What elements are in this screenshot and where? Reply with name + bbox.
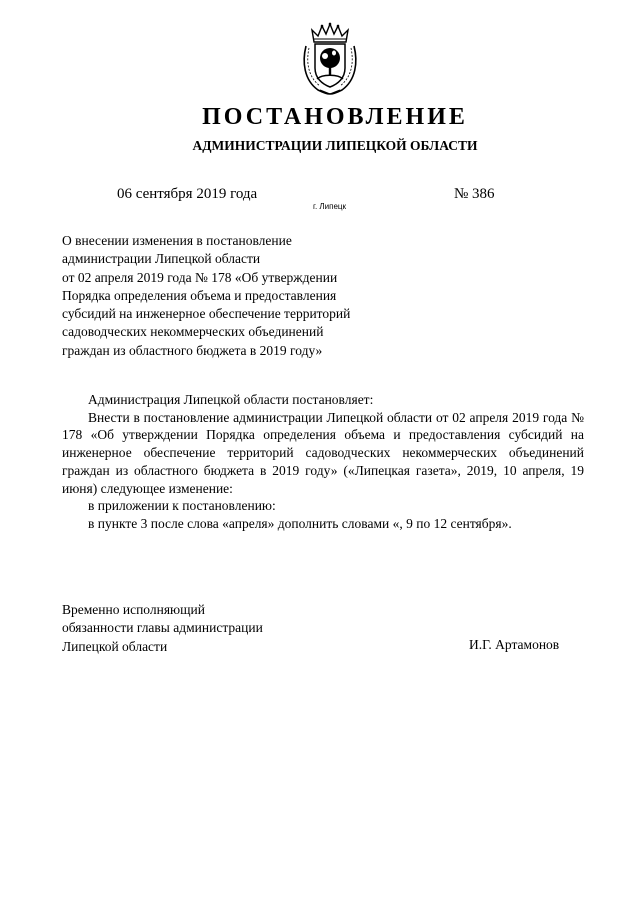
document-city: г. Липецк xyxy=(313,202,346,211)
subject-line: садоводческих некоммерческих объединений xyxy=(62,324,324,340)
subject-line: О внесении изменения в постановление xyxy=(62,233,292,248)
subject-line: субсидий на инженерное обеспечение территорий xyxy=(62,306,351,322)
document-body xyxy=(62,391,584,533)
subject-line: от 02 апреля 2019 года № 178 «Об утверждении xyxy=(62,269,338,285)
signature-line: Временно исполняющий xyxy=(62,602,205,617)
body-paragraph: в пункте 3 после слова «апреля» дополнить словами «, 9 по 12 сентября». xyxy=(88,515,512,531)
document-subtitle: АДМИНИСТРАЦИИ ЛИПЕЦКОЙ ОБЛАСТИ xyxy=(192,138,478,153)
document-subject xyxy=(62,232,462,360)
body-paragraph: в приложении к постановлению: xyxy=(88,498,276,514)
document-date: 06 сентября 2019 года xyxy=(117,186,258,202)
document-number: № 386 xyxy=(454,186,495,202)
document-title: ПОСТАНОВЛЕНИЕ xyxy=(202,104,468,130)
subject-line: Порядка определения объема и предоставления xyxy=(62,287,337,303)
signature-line: обязанности главы администрации xyxy=(62,620,263,636)
coat-of-arms-icon xyxy=(298,22,362,96)
subject-line: граждан из областного бюджета в 2019 году» xyxy=(62,342,323,358)
subject-line: администрации Липецкой области xyxy=(62,251,261,267)
signature-line: Липецкой области xyxy=(62,638,168,654)
body-paragraph: Внести в постановление администрации Липецкой области от 02 апреля 2019 года № 178 «Об утверждении Порядка определения объема и предоставления субсидий на инженерное обеспечение территорий садоводческих некоммерческих объединений граждан из областного бюджета в 2019 году» («Липецкая газета», 2019, 10 апреля, 19 июня) следующее изменение: xyxy=(62,409,584,496)
body-paragraph: Администрация Липецкой области постановляет: xyxy=(88,392,374,407)
signer-name: И.Г. Артамонов xyxy=(469,637,560,652)
